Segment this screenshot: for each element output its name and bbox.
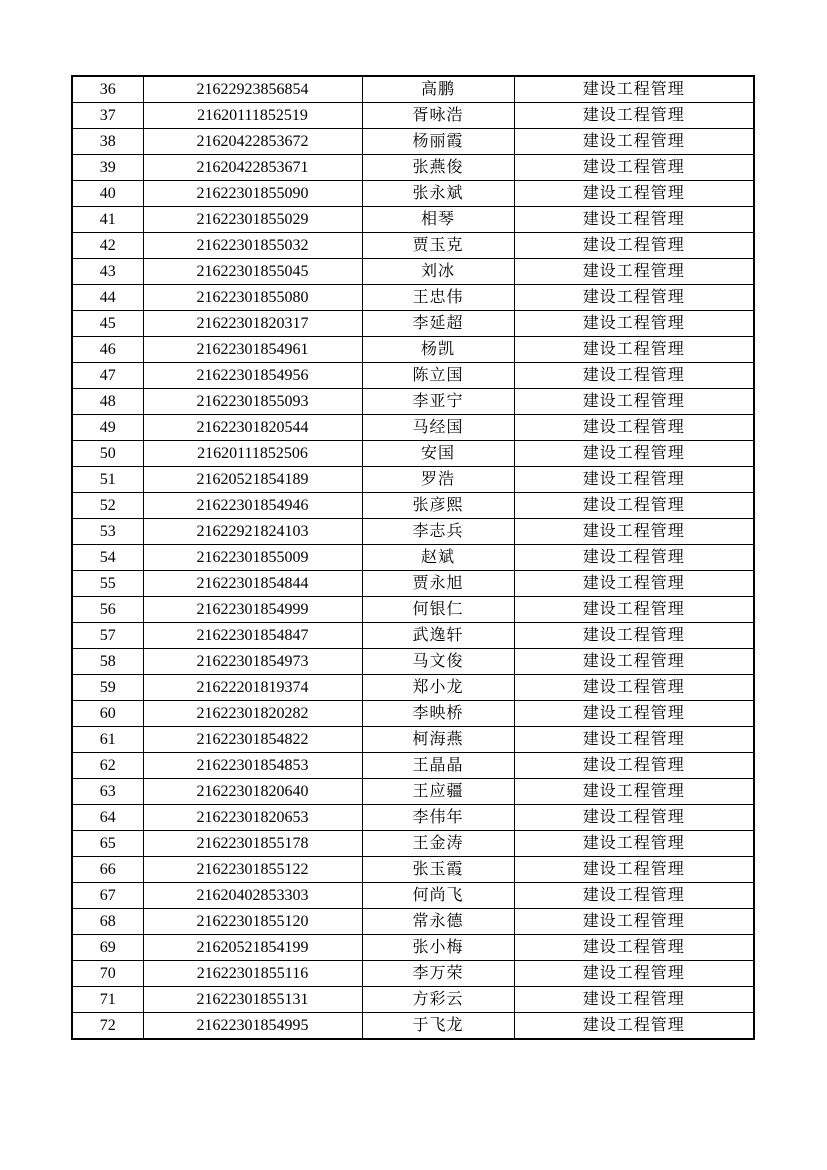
row-number-cell: 68 [72, 909, 143, 935]
student-id-cell: 21622301820544 [143, 415, 362, 441]
student-name-cell: 贾永旭 [362, 571, 514, 597]
row-number-cell: 52 [72, 493, 143, 519]
table-row [72, 233, 754, 259]
major-cell: 建设工程管理 [514, 1013, 754, 1040]
student-id-cell: 21620521854199 [143, 935, 362, 961]
student-id-cell: 21622301855116 [143, 961, 362, 987]
student-id-cell: 21622301854973 [143, 649, 362, 675]
student-name-cell: 王金涛 [362, 831, 514, 857]
student-name-cell: 安国 [362, 441, 514, 467]
row-number-cell: 42 [72, 233, 143, 259]
table-row [72, 259, 754, 285]
row-number-cell: 50 [72, 441, 143, 467]
major-cell: 建设工程管理 [514, 987, 754, 1013]
table-row [72, 779, 754, 805]
table-row [72, 649, 754, 675]
student-id-cell: 21622301854946 [143, 493, 362, 519]
student-name-cell: 马经国 [362, 415, 514, 441]
row-number-cell: 44 [72, 285, 143, 311]
row-number-cell: 46 [72, 337, 143, 363]
major-cell: 建设工程管理 [514, 649, 754, 675]
student-name-cell: 杨丽霞 [362, 129, 514, 155]
student-name-cell: 张玉霞 [362, 857, 514, 883]
major-cell: 建设工程管理 [514, 337, 754, 363]
major-cell: 建设工程管理 [514, 363, 754, 389]
student-id-cell: 21622301855032 [143, 233, 362, 259]
row-number-cell: 38 [72, 129, 143, 155]
major-cell: 建设工程管理 [514, 259, 754, 285]
major-cell: 建设工程管理 [514, 753, 754, 779]
table-row [72, 727, 754, 753]
student-name-cell: 柯海燕 [362, 727, 514, 753]
table-row [72, 76, 754, 103]
student-name-cell: 杨凯 [362, 337, 514, 363]
student-name-cell: 罗浩 [362, 467, 514, 493]
table-row [72, 285, 754, 311]
row-number-cell: 64 [72, 805, 143, 831]
row-number-cell: 57 [72, 623, 143, 649]
major-cell: 建设工程管理 [514, 76, 754, 103]
table-row [72, 701, 754, 727]
row-number-cell: 41 [72, 207, 143, 233]
row-number-cell: 49 [72, 415, 143, 441]
table-row [72, 675, 754, 701]
table-row [72, 207, 754, 233]
student-name-cell: 张小梅 [362, 935, 514, 961]
table-row [72, 961, 754, 987]
row-number-cell: 55 [72, 571, 143, 597]
student-id-cell: 21622301855090 [143, 181, 362, 207]
student-name-cell: 张燕俊 [362, 155, 514, 181]
table-row [72, 831, 754, 857]
row-number-cell: 48 [72, 389, 143, 415]
table-row [72, 493, 754, 519]
student-id-cell: 21620402853303 [143, 883, 362, 909]
row-number-cell: 54 [72, 545, 143, 571]
major-cell: 建设工程管理 [514, 441, 754, 467]
student-name-cell: 赵斌 [362, 545, 514, 571]
major-cell: 建设工程管理 [514, 727, 754, 753]
major-cell: 建设工程管理 [514, 935, 754, 961]
student-name-cell: 王晶晶 [362, 753, 514, 779]
table-row [72, 519, 754, 545]
row-number-cell: 39 [72, 155, 143, 181]
major-cell: 建设工程管理 [514, 519, 754, 545]
major-cell: 建设工程管理 [514, 415, 754, 441]
student-id-cell: 21622301854822 [143, 727, 362, 753]
table-row [72, 155, 754, 181]
major-cell: 建设工程管理 [514, 623, 754, 649]
table-row [72, 623, 754, 649]
student-id-cell: 21622301855093 [143, 389, 362, 415]
student-name-cell: 李亚宁 [362, 389, 514, 415]
major-cell: 建设工程管理 [514, 909, 754, 935]
table-row [72, 311, 754, 337]
table-row [72, 883, 754, 909]
table-row [72, 909, 754, 935]
student-id-cell: 21620111852506 [143, 441, 362, 467]
student-name-cell: 李映桥 [362, 701, 514, 727]
row-number-cell: 67 [72, 883, 143, 909]
major-cell: 建设工程管理 [514, 883, 754, 909]
student-id-cell: 21620111852519 [143, 103, 362, 129]
student-name-cell: 常永德 [362, 909, 514, 935]
major-cell: 建设工程管理 [514, 129, 754, 155]
major-cell: 建设工程管理 [514, 805, 754, 831]
row-number-cell: 72 [72, 1013, 143, 1040]
student-id-cell: 21622301855122 [143, 857, 362, 883]
major-cell: 建设工程管理 [514, 701, 754, 727]
major-cell: 建设工程管理 [514, 857, 754, 883]
student-name-cell: 刘冰 [362, 259, 514, 285]
table-row [72, 545, 754, 571]
student-id-cell: 21622301820282 [143, 701, 362, 727]
table-row [72, 857, 754, 883]
student-id-cell: 21622301820653 [143, 805, 362, 831]
row-number-cell: 43 [72, 259, 143, 285]
row-number-cell: 63 [72, 779, 143, 805]
row-number-cell: 61 [72, 727, 143, 753]
student-id-cell: 21622301855029 [143, 207, 362, 233]
student-name-cell: 李万荣 [362, 961, 514, 987]
major-cell: 建设工程管理 [514, 493, 754, 519]
major-cell: 建设工程管理 [514, 571, 754, 597]
table-row [72, 935, 754, 961]
major-cell: 建设工程管理 [514, 597, 754, 623]
student-id-cell: 21622301854999 [143, 597, 362, 623]
row-number-cell: 65 [72, 831, 143, 857]
table-row [72, 987, 754, 1013]
student-id-cell: 21622301854844 [143, 571, 362, 597]
student-roster-body [72, 76, 754, 1039]
student-name-cell: 何尚飞 [362, 883, 514, 909]
student-id-cell: 21622301855009 [143, 545, 362, 571]
major-cell: 建设工程管理 [514, 285, 754, 311]
major-cell: 建设工程管理 [514, 311, 754, 337]
row-number-cell: 37 [72, 103, 143, 129]
student-id-cell: 21622301820317 [143, 311, 362, 337]
table-row [72, 389, 754, 415]
student-name-cell: 王应疆 [362, 779, 514, 805]
table-row [72, 597, 754, 623]
student-name-cell: 方彩云 [362, 987, 514, 1013]
student-name-cell: 贾玉克 [362, 233, 514, 259]
table-row [72, 103, 754, 129]
student-id-cell: 21622301855131 [143, 987, 362, 1013]
student-id-cell: 21622301820640 [143, 779, 362, 805]
row-number-cell: 51 [72, 467, 143, 493]
table-row [72, 467, 754, 493]
student-name-cell: 于飞龙 [362, 1013, 514, 1040]
major-cell: 建设工程管理 [514, 831, 754, 857]
row-number-cell: 66 [72, 857, 143, 883]
major-cell: 建设工程管理 [514, 181, 754, 207]
major-cell: 建设工程管理 [514, 467, 754, 493]
major-cell: 建设工程管理 [514, 961, 754, 987]
student-id-cell: 21620422853671 [143, 155, 362, 181]
student-name-cell: 马文俊 [362, 649, 514, 675]
student-id-cell: 21622301854961 [143, 337, 362, 363]
row-number-cell: 69 [72, 935, 143, 961]
row-number-cell: 60 [72, 701, 143, 727]
row-number-cell: 56 [72, 597, 143, 623]
row-number-cell: 53 [72, 519, 143, 545]
student-name-cell: 胥咏浩 [362, 103, 514, 129]
table-row [72, 337, 754, 363]
student-name-cell: 高鹏 [362, 76, 514, 103]
student-id-cell: 21622301854956 [143, 363, 362, 389]
table-row [72, 363, 754, 389]
student-name-cell: 武逸轩 [362, 623, 514, 649]
student-id-cell: 21622201819374 [143, 675, 362, 701]
major-cell: 建设工程管理 [514, 545, 754, 571]
student-id-cell: 21622301855045 [143, 259, 362, 285]
student-id-cell: 21622301854995 [143, 1013, 362, 1040]
table-row [72, 571, 754, 597]
table-row [72, 181, 754, 207]
major-cell: 建设工程管理 [514, 103, 754, 129]
student-id-cell: 21620521854189 [143, 467, 362, 493]
major-cell: 建设工程管理 [514, 233, 754, 259]
table-row [72, 805, 754, 831]
row-number-cell: 40 [72, 181, 143, 207]
row-number-cell: 45 [72, 311, 143, 337]
student-name-cell: 李延超 [362, 311, 514, 337]
table-row [72, 1013, 754, 1040]
student-id-cell: 21622301855080 [143, 285, 362, 311]
table-row [72, 441, 754, 467]
major-cell: 建设工程管理 [514, 155, 754, 181]
student-name-cell: 李志兵 [362, 519, 514, 545]
student-id-cell: 21622301855120 [143, 909, 362, 935]
table-row [72, 129, 754, 155]
table-row [72, 753, 754, 779]
major-cell: 建设工程管理 [514, 675, 754, 701]
student-id-cell: 21620422853672 [143, 129, 362, 155]
student-id-cell: 21622923856854 [143, 76, 362, 103]
student-id-cell: 21622301854853 [143, 753, 362, 779]
row-number-cell: 36 [72, 76, 143, 103]
student-name-cell: 郑小龙 [362, 675, 514, 701]
major-cell: 建设工程管理 [514, 389, 754, 415]
major-cell: 建设工程管理 [514, 779, 754, 805]
student-roster-table [71, 75, 755, 1040]
student-id-cell: 21622301854847 [143, 623, 362, 649]
student-name-cell: 张彦熙 [362, 493, 514, 519]
student-name-cell: 王忠伟 [362, 285, 514, 311]
major-cell: 建设工程管理 [514, 207, 754, 233]
row-number-cell: 71 [72, 987, 143, 1013]
student-name-cell: 张永斌 [362, 181, 514, 207]
row-number-cell: 58 [72, 649, 143, 675]
row-number-cell: 59 [72, 675, 143, 701]
row-number-cell: 47 [72, 363, 143, 389]
table-row [72, 415, 754, 441]
row-number-cell: 70 [72, 961, 143, 987]
student-id-cell: 21622921824103 [143, 519, 362, 545]
student-name-cell: 李伟年 [362, 805, 514, 831]
student-id-cell: 21622301855178 [143, 831, 362, 857]
student-name-cell: 陈立国 [362, 363, 514, 389]
student-name-cell: 何银仁 [362, 597, 514, 623]
student-name-cell: 相琴 [362, 207, 514, 233]
row-number-cell: 62 [72, 753, 143, 779]
